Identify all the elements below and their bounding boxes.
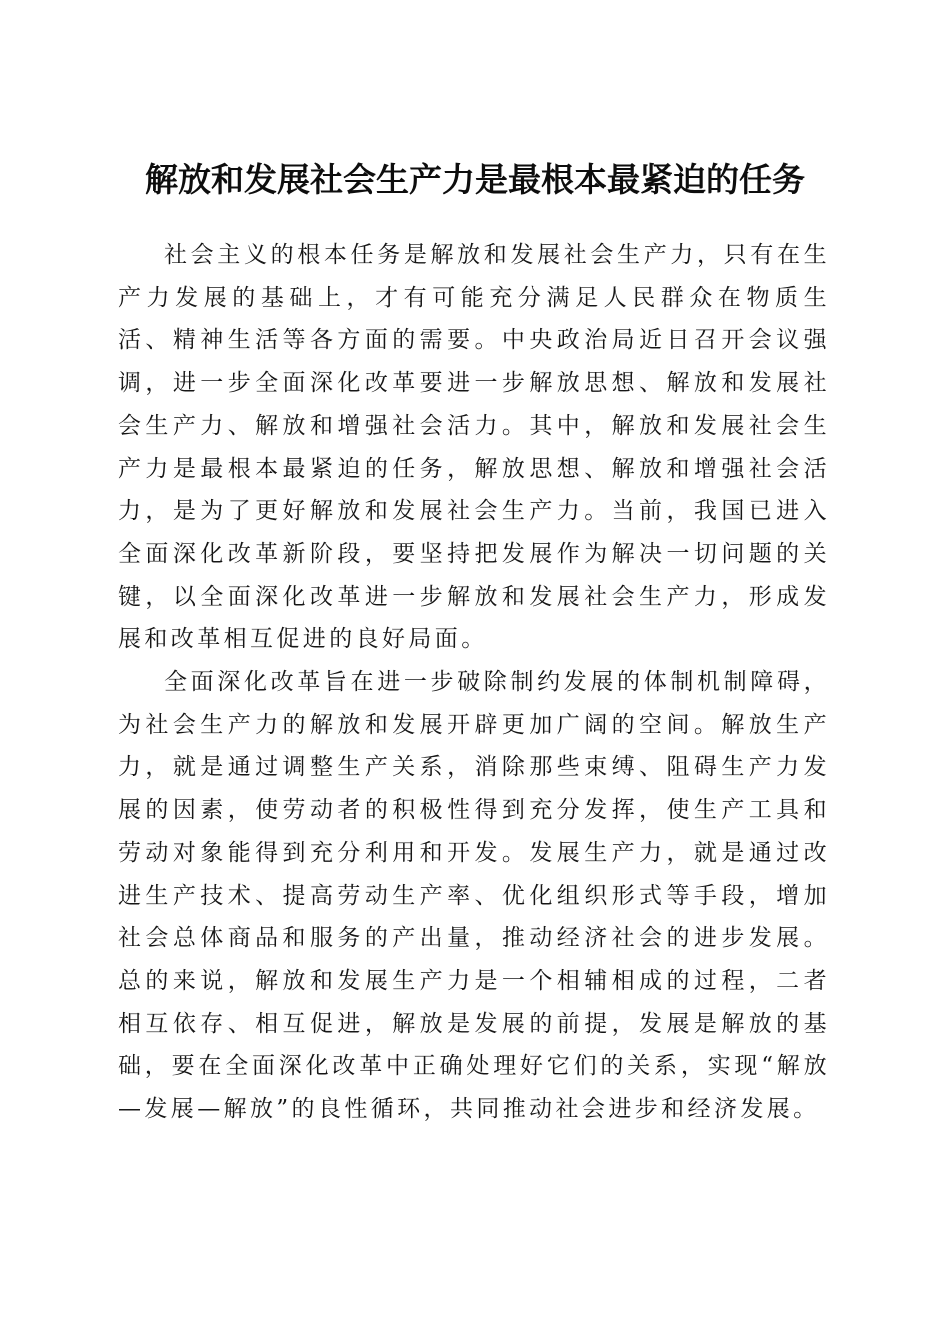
paragraph-2: 全面深化改革旨在进一步破除制约发展的体制机制障碍，为社会生产力的解放和发展开辟更加广阔的空间。解放生产力，就是通过调整生产关系，消除那些束缚、阻碍生产力发展的因素，使劳动者的积极性得到充分发挥，使生产工具和劳动对象能得到充分利用和开发。发展生产力，就是通过改进生产技术、提高劳动生产率、优化组织形式等手段，增加社会总体商品和服务的产出量，推动经济社会的进步发展。总的来说，解放和发展生产力是一个相辅相成的过程，二者相互依存、相互促进，解放是发展的前提，发展是解放的基础，要在全面深化改革中正确处理好它们的关系，实现“解放—发展—解放”的良性循环，共同推动社会进步和经济发展。 (118, 669, 830, 1123)
document-title: 解放和发展社会生产力是最根本最紧迫的任务 (145, 160, 805, 200)
document-body (118, 234, 830, 1131)
paragraph-1: 社会主义的根本任务是解放和发展社会生产力，只有在生产力发展的基础上，才有可能充分满足人民群众在物质生活、精神生活等各方面的需要。中央政治局近日召开会议强调，进一步全面深化改革要进一步解放思想、解放和发展社会生产力、解放和增强社会活力。其中，解放和发展社会生产力是最根本最紧迫的任务，解放思想、解放和增强社会活力，是为了更好解放和发展社会生产力。当前，我国已进入全面深化改革新阶段，要坚持把发展作为解决一切问题的关键，以全面深化改革进一步解放和发展社会生产力，形成发展和改革相互促进的良好局面。 (118, 242, 830, 653)
